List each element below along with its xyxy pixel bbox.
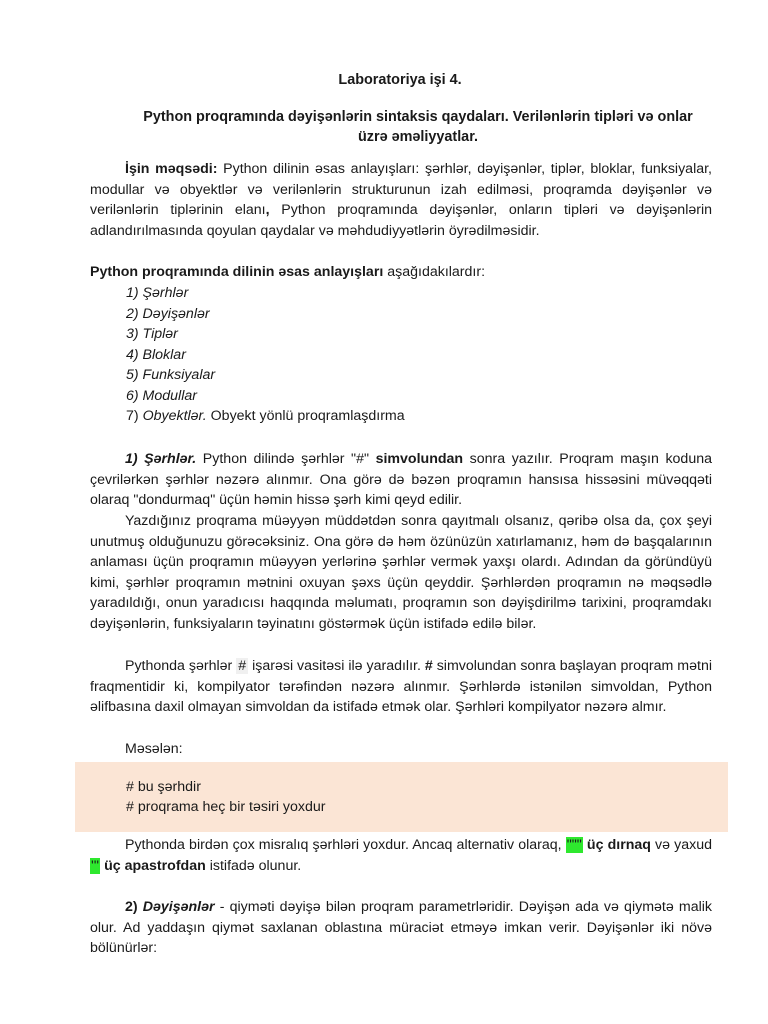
goal-comma: , bbox=[265, 202, 270, 218]
page-subtitle bbox=[118, 107, 718, 147]
subtitle-line-2: üzrə əməliyyatlar. bbox=[358, 129, 478, 145]
section1-heading: 1) Şərhlər. bbox=[125, 451, 197, 467]
section1-p1-a: Python dilində şərhlər "#" bbox=[196, 451, 376, 467]
section1-p4-a: Pythonda birdən çox misralıq şərhləri yoxdur. Ancaq alternativ olaraq, bbox=[125, 837, 566, 853]
code-line-1: # bu şərhdir bbox=[126, 779, 201, 795]
list-item: 1) Şərhlər bbox=[126, 285, 189, 301]
list-item-7-num: 7) bbox=[126, 408, 143, 424]
section1-p3-b: işarəsi vasitəsi ilə yaradılır. bbox=[248, 658, 425, 674]
hash-symbol: # bbox=[238, 658, 247, 674]
section1-p3-a: Pythonda şərhlər bbox=[125, 658, 237, 674]
goal-label: İşin məqsədi: bbox=[125, 161, 218, 177]
section1-p1-b: sonra yazılır. Proqram maşın koduna çevrilərkən şərhlər nəzərə alınmır. Ona görə də bəzən proqramın hansısa hissəsini müvəqqəti olaraq "dondurmaq" üçün həmin hissə şərh kimi qeyd edilir. bbox=[90, 451, 712, 508]
code-line-2: # proqrama heç bir təsiri yoxdur bbox=[126, 799, 326, 815]
section1-p4-bold-2: üç apastrofdan bbox=[100, 857, 206, 874]
section2-num: 2) bbox=[125, 899, 143, 915]
example-label bbox=[90, 739, 712, 760]
page-title: Laboratoriya işi 4. bbox=[338, 72, 462, 88]
triple-apostrophe-highlight: ''' bbox=[91, 857, 100, 874]
concepts-lead-bold: Python proqramında dilinin əsas anlayışları bbox=[90, 264, 384, 280]
list-item: 3) Tiplər bbox=[126, 326, 178, 342]
section2-text: - qiyməti dəyişə bilən proqram parametrləridir. Dəyişən ada və qiymətə malik olur. Ad yaddaşın qiymət saxlanan oblastına müraciət etməyə imkan verir. Dəyişənlər iki növə bölünürlər: bbox=[90, 899, 712, 956]
list-item-7-italic: Obyektlər. bbox=[142, 408, 207, 424]
concepts-list bbox=[126, 283, 405, 427]
section1-paragraph-1 bbox=[90, 449, 712, 511]
section1-paragraph-4 bbox=[90, 835, 712, 876]
concepts-lead-rest: aşağıdakılardır: bbox=[383, 264, 486, 280]
triple-quote-highlight: """ bbox=[566, 837, 582, 853]
list-item: 6) Modullar bbox=[126, 387, 197, 404]
section1-p4-bold-1: üç dırnaq bbox=[582, 837, 651, 853]
section1-p1-bold: simvolundan bbox=[375, 451, 464, 467]
list-item: 2) Dəyişənlər bbox=[126, 305, 210, 322]
goal-paragraph bbox=[90, 159, 712, 241]
section1-p4-b: və yaxud bbox=[650, 837, 713, 853]
list-item: 5) Funksiyalar bbox=[126, 367, 216, 383]
list-item: 4) Bloklar bbox=[126, 346, 186, 363]
concepts-lead bbox=[90, 262, 712, 283]
goal-text-2: Python proqramında dəyişənlər, onların tipləri və dəyişənlərin adlandırılmasında qoyulan qaydalar və məhdudiyyətlərin öyrədilməsidir. bbox=[90, 202, 712, 239]
goal-text-1: Python dilinin əsas anlayışları: şərhlər, dəyişənlər, tiplər, bloklar, funksiyalar, modullar və obyektlər və verilənlərin strukturunun izah edilməsi, proqramda dəyişənlər və verilənlərin tiplərinin elanı bbox=[90, 161, 712, 218]
section2-paragraph bbox=[90, 897, 712, 959]
subtitle-line-1: Python proqramında dəyişənlərin sintaksis qaydaları. Verilənlərin tipləri və onlar bbox=[143, 109, 693, 125]
example-label-text: Məsələn: bbox=[125, 741, 183, 757]
section1-p2: Yazdığınız proqrama müəyyən müddətdən sonra qayıtmalı olsanız, qəribə olsa da, çox şeyi unutmuş olduğunuzu görəcəksiniz. Ona görə də həm özünüzün xatırlamanız, həm də başqalarının anlaması üçün proqramın müəyyən yerlərinə şərhlər vermək yaxşı olardı. Adından da göründüyü kimi, şərhlər proqramın mətnini oxuyan şəxs üçün qeyddir. Şərhlərdən proqramın nə məqsədlə yaradıldığı, onun yaradıcısı haqqında məlumatı, proqramın son dəyişdirilmə tarixini, proqramdakı dəyişənlərin, funksiyaların təyinatını göstərmək üçün istifadə edilə bilər. bbox=[90, 513, 712, 632]
list-item-7-rest: Obyekt yönlü proqramlaşdırma bbox=[206, 408, 405, 424]
section1-paragraph-2 bbox=[90, 511, 712, 634]
section1-p3-c: simvolundan sonra başlayan proqram mətni fraqmentidir ki, kompilyator tərəfindən nəzərə alınmır. Şərhlərdə istənilən simvoldan, Python əlifbasına daxil olmayan simvoldan da istifadə etmək olar. Şərhləri kompilyator nəzərə almır. bbox=[90, 658, 713, 715]
section2-heading: Dəyişənlər bbox=[142, 899, 215, 915]
section1-paragraph-3 bbox=[90, 656, 712, 718]
section1-p3-bold: # bbox=[424, 658, 433, 674]
section1-p4-c: istifadə olunur. bbox=[205, 857, 302, 874]
list-item bbox=[126, 406, 405, 427]
